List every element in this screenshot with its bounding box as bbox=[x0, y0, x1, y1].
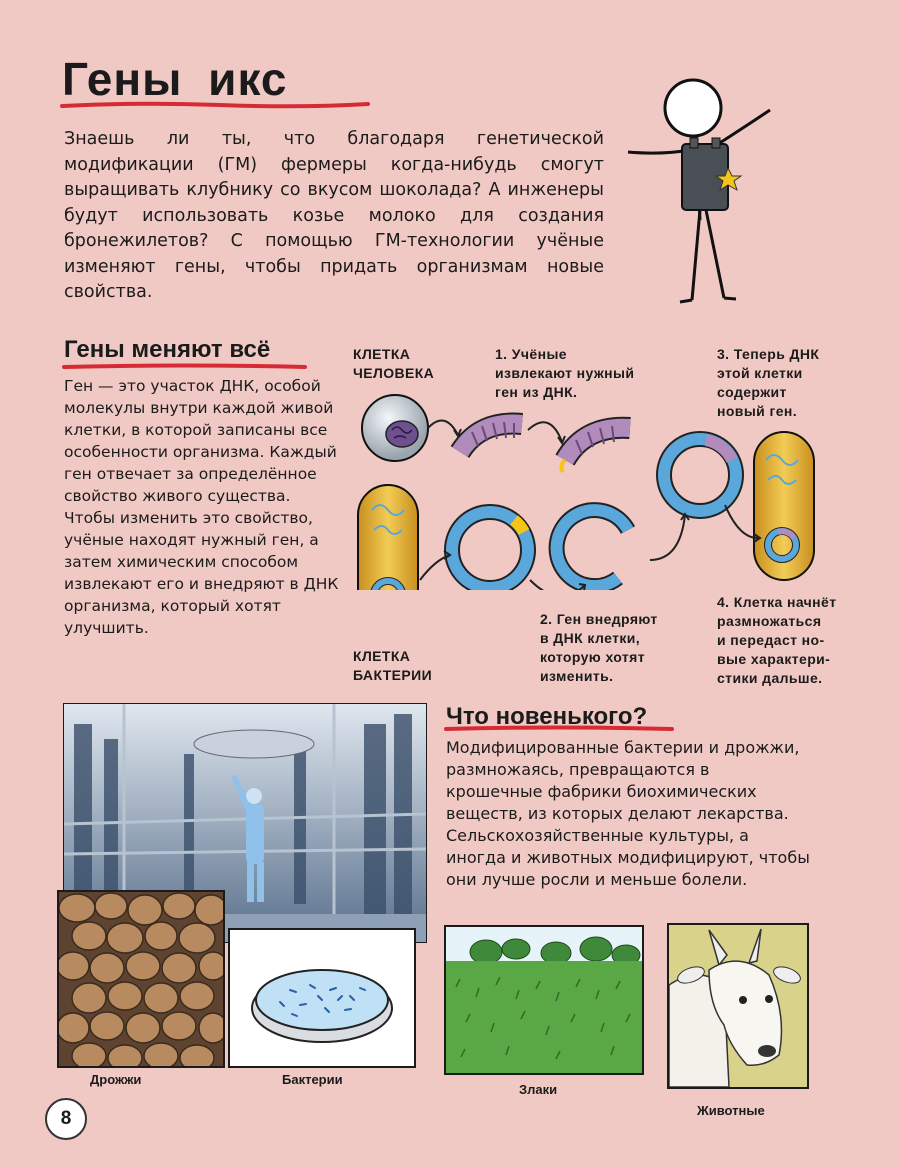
gene-modification-diagram bbox=[350, 380, 830, 590]
human-cell-icon bbox=[362, 395, 428, 461]
page-title: Гены икс bbox=[62, 53, 288, 105]
plasmid-with-gene-icon bbox=[664, 439, 736, 511]
cereals-image bbox=[444, 925, 644, 1075]
label-step-3: 3. Теперь ДНК этой клетки содержит новый ген. bbox=[717, 346, 820, 419]
caption-yeast: Дрожжи bbox=[90, 1072, 142, 1087]
new-heading: Что новенького? bbox=[446, 703, 648, 730]
gene-segment-icon bbox=[460, 422, 522, 452]
plasmid-ring-icon bbox=[452, 512, 528, 588]
new-heading-underline bbox=[444, 725, 674, 732]
label-bacteria-cell: КЛЕТКА БАКТЕРИИ bbox=[353, 648, 433, 683]
genes-heading-underline bbox=[62, 363, 307, 370]
stick-figure-illustration bbox=[620, 70, 790, 310]
caption-animals: Животные bbox=[697, 1103, 765, 1118]
yeast-image bbox=[57, 890, 225, 1068]
genes-paragraph: Ген — это участок ДНК, особой молекулы внутри каждой живой клетки, в которой записаны все особенности организма. Каждый ген отвечает за определённое свойство живого существа. Чтобы изменить это свойство, учёные находят нужный ген, а затем химическим способом извлекают его и внедряют в ДНК организма, который хотят улучшить. bbox=[64, 377, 339, 637]
label-step-2: 2. Ген внедряют в ДНК клетки, которую хотят изменить. bbox=[540, 611, 658, 684]
caption-cereals: Злаки bbox=[519, 1082, 558, 1097]
label-step-4: 4. Клетка начнёт размножаться и передаст но- вые характери- стики дальше. bbox=[717, 594, 837, 686]
modified-bacteria-icon bbox=[754, 432, 814, 580]
goat-image bbox=[667, 923, 809, 1089]
label-human-cell: КЛЕТКА ЧЕЛОВЕКА bbox=[353, 346, 435, 381]
intro-paragraph: Знаешь ли ты, что благодаря генетической модификации (ГМ) фермеры когда-нибудь смогут выращивать клубнику со вкусом шоколада? А инженеры будут использовать козье молоко для создания бронежилетов? С помощью ГМ-технологии учёные изменяют гены, чтобы придать организмам новые свойства. bbox=[64, 129, 604, 302]
genes-heading: Гены меняют всё bbox=[64, 336, 271, 363]
plasmid-open-icon bbox=[557, 510, 628, 586]
title-underline bbox=[60, 101, 370, 109]
page-number: 8 bbox=[45, 1098, 87, 1140]
bacteria-petri-image bbox=[228, 928, 416, 1068]
label-step-1: 1. Учёные извлекают нужный ген из ДНК. bbox=[495, 346, 635, 400]
bacteria-cell-icon bbox=[358, 485, 418, 590]
gene-insert-icon bbox=[561, 426, 630, 472]
new-paragraph: Модифицированные бактерии и дрожжи, размножаясь, превращаются в крошечные фабрики биохимических веществ, из которых делают лекарства. Сельскохозяйственные культуры, а иногда и животных модифицируют, чтобы они лучше росли и меньше болели. bbox=[446, 738, 810, 889]
caption-bacteria: Бактерии bbox=[282, 1072, 343, 1087]
